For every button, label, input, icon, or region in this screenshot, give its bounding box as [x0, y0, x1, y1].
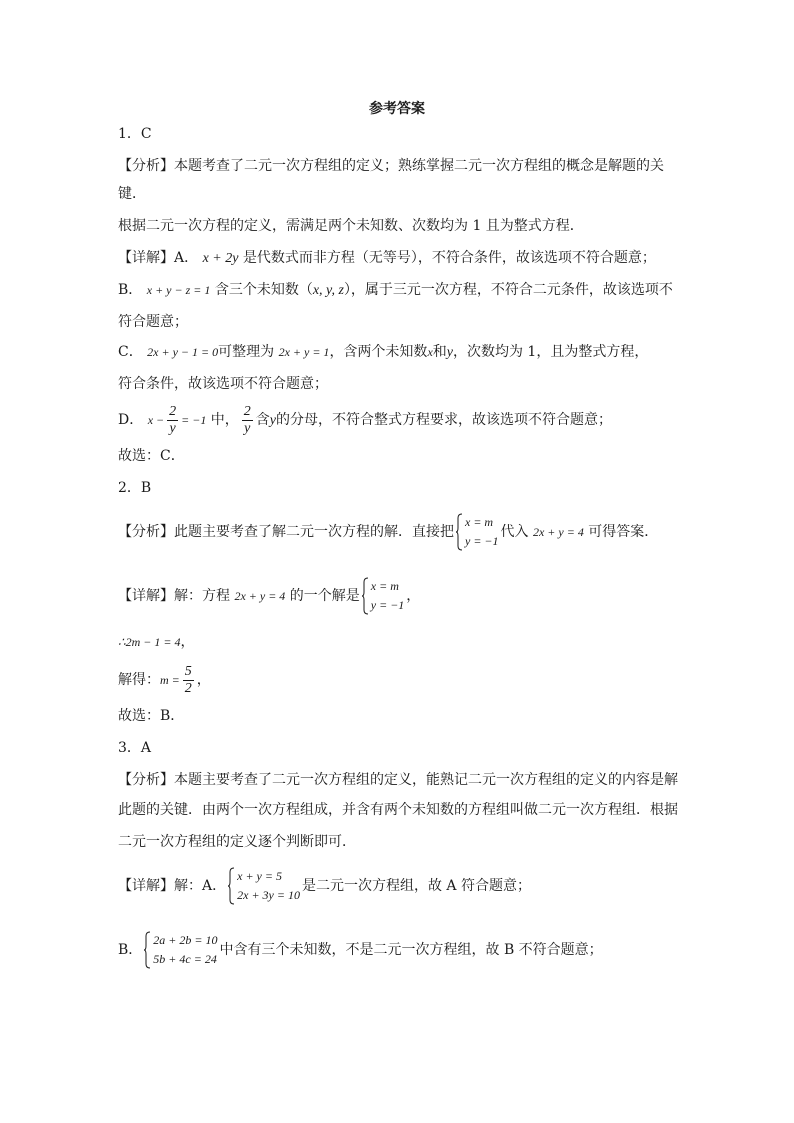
q2-detail-system-row-1: x = m	[370, 579, 399, 593]
q2-step-1-end: ，	[180, 634, 195, 650]
q2-step-1	[118, 632, 678, 652]
q2-analysis-system-row-1: x = m	[465, 515, 494, 529]
q1-detail-c	[118, 342, 678, 363]
q2-analysis-end: 可得答案．	[588, 524, 659, 540]
q1-detail-d	[118, 402, 678, 442]
q1-c-prefix: C．	[118, 344, 143, 360]
q3-a-system-row-1: x + y = 5	[237, 869, 282, 883]
q3-b-text: 中含有三个未知数，不是二元一次方程组，故 B 不符合题意；	[219, 942, 603, 958]
q2-answer: 故选：B．	[118, 708, 185, 724]
q1-analysis-line-1: 【分析】本题考查了二元一次方程组的定义；熟练掌握二元一次方程组的概念是解题的关	[118, 158, 664, 174]
q3-detail-b	[118, 930, 678, 974]
q1-a-prefix: 【详解】A．	[118, 250, 199, 266]
q2-step-2-fraction	[183, 664, 194, 697]
q2-heading: 2．B	[118, 480, 152, 496]
q3-b-system-row-2: 5b + 4c = 24	[153, 952, 217, 966]
q1-detail-a	[118, 248, 678, 269]
q1-c-text2: ，次数均为 1，且为整式方程，	[452, 344, 649, 360]
q1-a-text: 是代数式而非方程（无等号），不符合条件，故该选项不符合题意；	[242, 250, 656, 266]
q1-d-numerator-2: 2	[243, 403, 251, 419]
q2-analysis-mid: 代入	[500, 524, 529, 540]
q1-c-and: 和	[432, 344, 447, 360]
q2-detail	[118, 576, 678, 620]
q3-analysis-line-1: 【分析】本题主要考查了二元一次方程组的定义，能熟记二元一次方程组的定义的内容是解	[118, 772, 678, 788]
page-title: 参考答案	[369, 101, 425, 117]
q3-b-system-row-1: 2a + 2b = 10	[153, 933, 218, 947]
q1-d-numerator: 2	[169, 403, 177, 419]
q1-c-expression-1: 2x + y − 1 = 0	[147, 345, 219, 359]
q2-analysis-system	[456, 513, 499, 551]
q2-analysis	[118, 512, 678, 556]
q3-a-text: 是二元一次方程组，故 A 符合题意；	[301, 878, 531, 894]
q2-detail-equation: 2x + y = 4	[234, 589, 286, 603]
q1-c-expression-2: 2x + y = 1	[278, 345, 330, 359]
q3-b-system	[144, 931, 217, 969]
q3-analysis-line-2: 此题的关键．由两个一次方程组成，并含有两个未知数的方程组叫做二元一次方程组．根据	[118, 802, 678, 818]
q1-analysis-line-3: 根据二元一次方程的定义，需满足两个未知数、次数均为 1 且为整式方程．	[118, 218, 584, 234]
q1-d-mid: 中，	[210, 412, 239, 428]
q2-step-2-m: m =	[160, 673, 180, 687]
q2-step-2-numerator: 5	[184, 663, 192, 679]
q1-heading: 1．C	[118, 126, 152, 142]
q1-detail-c-cont: 符合条件，故该选项不符合题意；	[118, 376, 328, 392]
q2-analysis-prefix: 【分析】此题主要考查了解二元一次方程的解．直接把	[118, 524, 454, 540]
q3-a-system-row-2: 2x + 3y = 10	[237, 888, 300, 902]
q1-c-mid: 可整理为	[218, 344, 275, 360]
q3-heading: 3．A	[118, 740, 152, 756]
q2-step-2-denominator: 2	[184, 680, 192, 696]
q1-d-eq: = −1	[181, 413, 207, 427]
q1-b-expression: x + y − z = 1	[146, 283, 211, 297]
q1-answer: 故选：C．	[118, 448, 185, 464]
q1-d-x: x −	[147, 413, 165, 427]
q1-b-mid: 含三个未知数（	[214, 282, 313, 298]
brace-icon	[362, 577, 369, 615]
brace-icon	[228, 867, 235, 905]
q2-step-2	[118, 662, 678, 702]
q2-detail-end: ，	[406, 588, 421, 604]
q1-c-x: x	[427, 345, 433, 359]
q2-detail-prefix: 【详解】解：方程	[118, 588, 230, 604]
brace-icon	[144, 931, 151, 969]
q1-d-text: 的分母，不符合整式方程要求，故该选项不符合题意；	[276, 412, 612, 428]
brace-icon	[456, 513, 463, 551]
q1-c-y: y	[446, 345, 453, 360]
q2-step-1-equation: ∴2m − 1 = 4	[118, 635, 181, 649]
q3-b-prefix: B．	[118, 942, 143, 958]
q1-b-prefix: B．	[118, 282, 143, 298]
q1-d-prefix: D．	[118, 412, 144, 428]
q1-detail-b-cont: 符合题意；	[118, 314, 188, 330]
q1-d-han: 含	[255, 412, 270, 428]
q2-analysis-equation: 2x + y = 4	[532, 525, 584, 539]
q3-a-prefix: 【详解】解：A．	[118, 878, 227, 894]
q2-step-2-prefix: 解得：	[118, 672, 160, 688]
q2-analysis-system-row-2: y = −1	[465, 534, 499, 548]
q1-d-denominator: y	[169, 420, 176, 436]
q1-b-text: ），属于三元一次方程，不符合二元条件，故该选项不	[343, 282, 673, 298]
q1-c-text: ，含两个未知数	[329, 344, 428, 360]
q2-detail-system	[362, 577, 405, 615]
q2-detail-mid: 的一个解是	[289, 588, 360, 604]
q1-detail-b	[118, 280, 678, 301]
q1-a-expression: x + 2y	[202, 251, 239, 266]
q3-detail-a	[118, 866, 678, 910]
q1-d-y: y	[269, 413, 276, 428]
q1-d-denominator-2: y	[244, 420, 251, 436]
q1-d-fraction	[167, 404, 178, 437]
q2-step-2-end: ，	[196, 672, 211, 688]
q3-analysis-line-3: 二元一次方程组的定义逐个判断即可．	[118, 834, 356, 850]
q1-b-vars: x, y, z	[312, 283, 344, 298]
q3-a-system	[228, 867, 300, 905]
q1-d-fraction-2	[242, 404, 253, 437]
q1-analysis-line-2: 键．	[118, 186, 146, 202]
q2-detail-system-row-2: y = −1	[370, 598, 405, 612]
